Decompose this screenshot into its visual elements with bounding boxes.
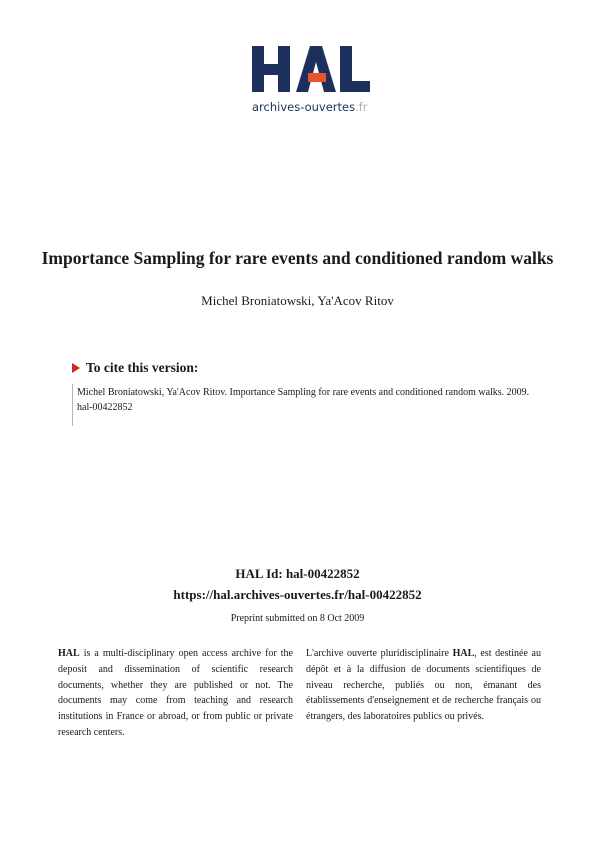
cite-text: Michel Broniatowski, Ya'Acov Ritov. Importance Sampling for rare events and conditioned random walks. 2009. hal-00422852	[77, 387, 530, 413]
hal-url-link[interactable]: https://hal.archives-ouvertes.fr/hal-00422852	[173, 587, 422, 602]
logo-l-foot	[340, 81, 370, 92]
disclaimer-english	[58, 646, 293, 741]
disclaimer-fr-text2: , est destinée au dépôt et à la diffusion de documents scientifiques de niveau recherche, publiés ou non, émanant des établissements d'enseignement et de recherche français ou étrangers, des laboratoires publics ou privés.	[306, 648, 541, 723]
disclaimer-fr-text: L'archive ouverte pluridisciplinaire	[306, 648, 453, 659]
cite-divider	[72, 384, 73, 426]
disclaimer-en-text: is a multi-disciplinary open access archive for the deposit and dissemination of scientific research documents, whether they are published or not. The documents may come from teaching and research institutions in France or abroad, or from public or private research centers.	[58, 648, 293, 738]
logo-a-bar	[308, 73, 326, 82]
disclaimer-fr-hal: HAL	[452, 648, 475, 659]
disclaimer-en-hal: HAL	[58, 648, 80, 659]
logo-subtitle-main: archives-ouvertes	[252, 100, 356, 114]
cite-heading	[72, 360, 198, 376]
hal-id: HAL Id: hal-00422852	[235, 566, 360, 581]
triangle-bullet-icon	[72, 363, 80, 373]
logo-h-bar	[262, 64, 280, 75]
paper-title: Importance Sampling for rare events and conditioned random walks	[41, 248, 554, 268]
preprint-note: Preprint submitted on 8 Oct 2009	[230, 613, 365, 624]
paper-authors: Michel Broniatowski, Ya'Acov Ritov	[201, 293, 394, 308]
disclaimer-french	[306, 646, 541, 725]
logo-a	[296, 46, 336, 92]
logo-subtitle-tld: .fr	[355, 100, 368, 114]
cite-heading-label: To cite this version:	[86, 360, 199, 375]
logo-subtitle	[252, 100, 368, 114]
